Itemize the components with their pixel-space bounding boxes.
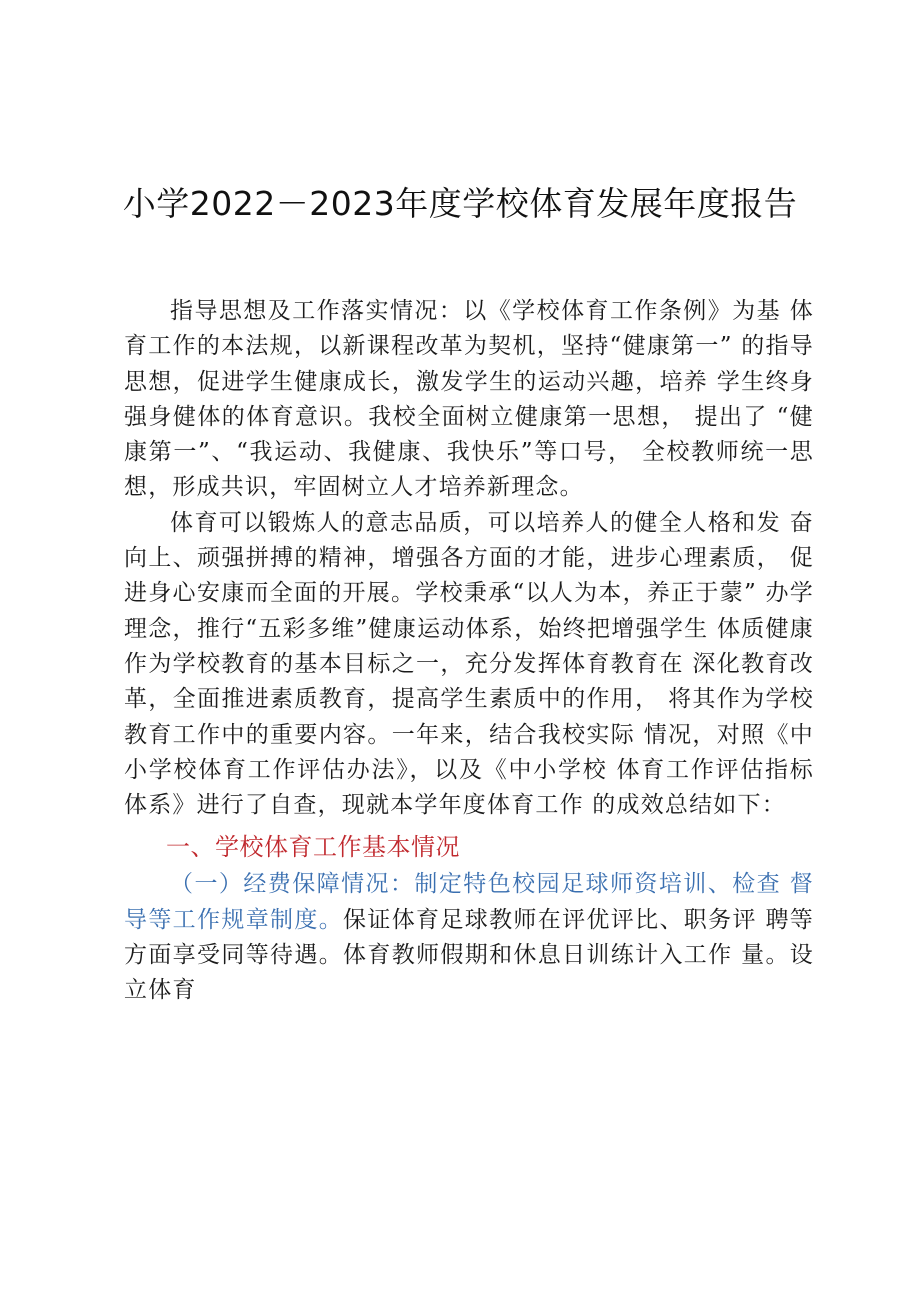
document-body	[124, 294, 814, 1009]
paragraph-guiding-ideology: 指导思想及工作落实情况：以《学校体育工作条例》为基 体育工作的本法规，以新课程改革为契机，坚持“健康第一” 的指导思想，促进学生健康成长，激发学生的运动兴趣，培养 学生终身强身健体的体育意识。我校全面树立健康第一思想， 提出了 “健康第一”、“我运动、我健康、我快乐”等口号， 全校教师统一思想，形成共识，牢固树立人才培养新理念。	[124, 298, 814, 501]
document-title: 小学2022－2023年度学校体育发展年度报告	[122, 184, 798, 223]
paragraph-sports-value: 体育可以锻炼人的意志品质，可以培养人的健全人格和发 奋向上、顽强拼搏的精神，增强各方面的才能，进步心理素质， 促进身心安康而全面的开展。学校秉承“以人为本，养正于蒙” 办学理念，推行“五彩多维”健康运动体系，始终把增强学生 体质健康作为学校教育的基本目标之一，充分发挥体育教育在 深化教育改革，全面推进素质教育，提高学生素质中的作用， 将其作为学校教育工作中的重要内容。一年来，结合我校实际 情况，对照《中小学校体育工作评估办法》，以及《中小学校 体育工作评估指标体系》进行了自查，现就本学年度体育工作 的成效总结如下：	[124, 509, 814, 819]
section-heading: 一、学校体育工作基本情况	[166, 833, 460, 862]
paragraph-funding	[124, 867, 814, 1008]
subsection-text: 保证体育足球教师在评优评比、职务评 聘等方面享受同等待遇。体育教师假期和休息日训练计入工作 量。设立体育	[124, 906, 814, 1004]
subsection-label: （一）经费保障情况：制定特色校园足球师资培训、检查 督导等工作规章制度。	[124, 871, 814, 933]
